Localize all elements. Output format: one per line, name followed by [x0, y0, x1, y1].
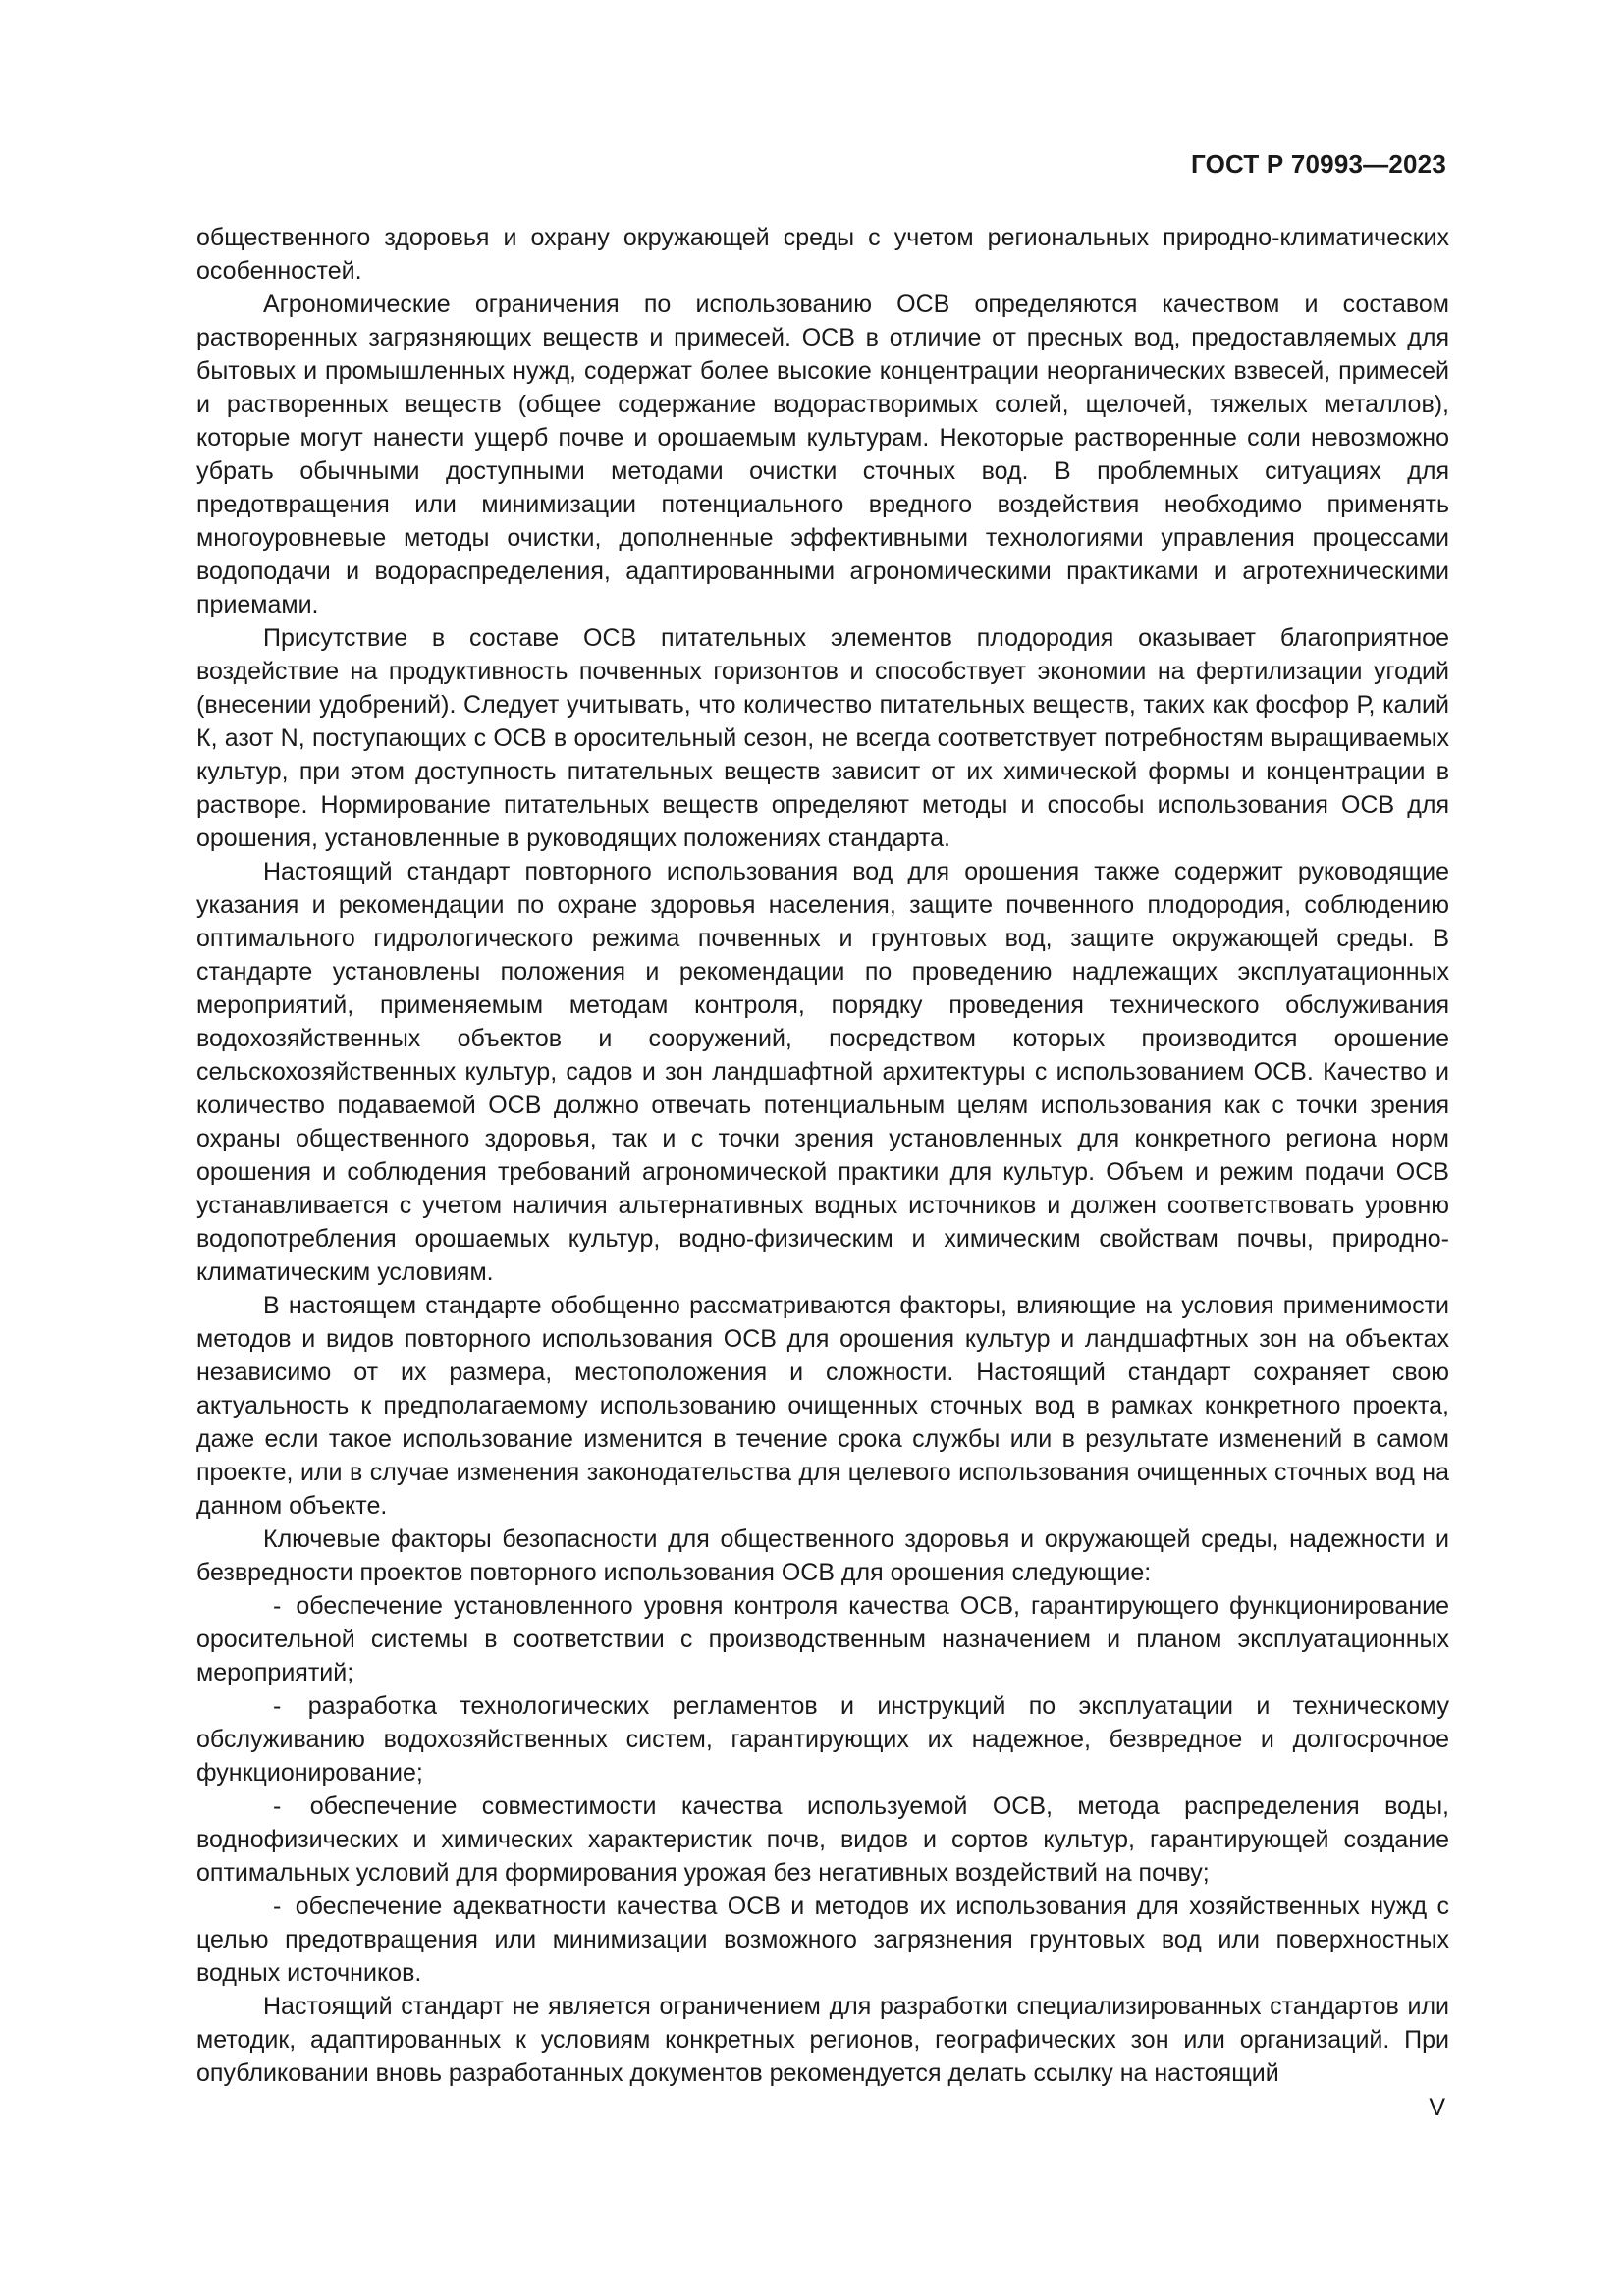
list-dash: -: [273, 1592, 282, 1620]
list-item: [196, 1589, 1449, 1689]
list-item: [196, 1789, 1449, 1890]
key-factors-list: [196, 1589, 1449, 1990]
page-number: V: [1429, 2094, 1445, 2121]
document-id: ГОСТ Р 70993—2023: [1191, 149, 1446, 179]
list-item-text: разработка технологических регламентов и инструкций по эксплуатации и техническому обслуживанию водохозяйственных систем, гарантирующих их надежное, безвредное и долгосрочное функционирование;: [196, 1692, 1449, 1787]
list-dash: -: [273, 1692, 282, 1720]
list-item: [196, 1890, 1449, 1990]
paragraph-standard-guidance: Настоящий стандарт повторного использования вод для орошения также содержит руководящие указания и рекомендации по охране здоровья населения, защите почвенного плодородия, соблюдению оптимального гидрологического режима почвенных и грунтовых вод, защите окружающей среды. В стандарте установлены положения и рекомендации по проведению надлежащих эксплуатационных мероприятий, применяемым методам контроля, порядку проведения технического обслуживания водохозяйственных объектов и сооружений, посредством которых производится орошение сельскохозяйственных культур, садов и зон ландшафтной архитектуры с использованием ОСВ. Качество и количество подаваемой ОСВ должно отвечать потенциальным целям использования как с точки зрения охраны общественного здоровья, так и с точки зрения установленных для конкретного региона норм орошения и соблюдения требований агрономической практики для культур. Объем и режим подачи ОСВ устанавливается с учетом наличия альтернативных водных источников и должен соответствовать уровню водопотребления орошаемых культур, водно-физическим и химическим свойствам почвы, природно-климатическим условиям.: [196, 858, 1449, 1286]
paragraph-nutrients: Присутствие в составе ОСВ питательных элементов плодородия оказывает благоприятное воздействие на продуктивность почвенных горизонтов и способствует экономии на фертилизации угодий (внесении удобрений). Следует учитывать, что количество питательных веществ, таких как фосфор Р, калий К, азот N, поступающих с ОСВ в оросительный сезон, не всегда соответствует потребностям выращиваемых культур, при этом доступность питательных веществ зависит от их химической формы и концентрации в растворе. Нормирование питательных веществ определяют методы и способы использования ОСВ для орошения, установленные в руководящих положениях стандарта.: [196, 624, 1449, 852]
paragraph-key-factors: Ключевые факторы безопасности для общественного здоровья и окружающей среды, надежности и безвредности проектов повторного использования ОСВ для орошения следующие:: [196, 1525, 1449, 1586]
list-item-text: обеспечение адекватности качества ОСВ и методов их использования для хозяйственных нужд с целью предотвращения или минимизации возможного загрязнения грунтовых вод или поверхностных водных источников.: [196, 1893, 1449, 1987]
list-dash: -: [273, 1893, 282, 1920]
document-body: [196, 221, 1449, 2090]
paragraph-not-limitation: Настоящий стандарт не является ограничением для разработки специализированных стандартов или методик, адаптированных к условиям конкретных регионов, географических зон или организаций. При опубликовании вновь разработанных документов рекомендуется делать ссылку на настоящий: [196, 1993, 1449, 2087]
list-item: [196, 1689, 1449, 1789]
list-item-text: обеспечение установленного уровня контроля качества ОСВ, гарантирующего функционирование оросительной системы в соответствии с производственным назначением и планом эксплуатационных мероприятий;: [196, 1592, 1449, 1686]
paragraph-agronomic-limits: Агрономические ограничения по использованию ОСВ определяются качеством и составом растворенных загрязняющих веществ и примесей. ОСВ в отличие от пресных вод, предоставляемых для бытовых и промышленных нужд, содержат более высокие концентрации неорганических взвесей, примесей и растворенных веществ (общее содержание водорастворимых солей, щелочей, тяжелых металлов), которые могут нанести ущерб почве и орошаемым культурам. Некоторые растворенные соли невозможно убрать обычными доступными методами очистки сточных вод. В проблемных ситуациях для предотвращения или минимизации потенциального вредного воздействия необходимо применять многоуровневые методы очистки, дополненные эффективными технологиями управления процессами водоподачи и водораспределения, адаптированными агрономическими практиками и агротехническими приемами.: [196, 291, 1449, 618]
list-dash: -: [273, 1792, 282, 1820]
paragraph-continued: общественного здоровья и охрану окружающей среды с учетом региональных природно-климатических особенностей.: [196, 224, 1449, 285]
paragraph-factors: В настоящем стандарте обобщенно рассматриваются факторы, влияющие на условия применимости методов и видов повторного использования ОСВ для орошения культур и ландшафтных зон на объектах независимо от их размера, местоположения и сложности. Настоящий стандарт сохраняет свою актуальность к предполагаемому использованию очищенных сточных вод в рамках конкретного проекта, даже если такое использование изменится в течение срока службы или в результате изменений в самом проекте, или в случае изменения законодательства для целевого использования очищенных сточных вод на данном объекте.: [196, 1292, 1449, 1520]
list-item-text: обеспечение совместимости качества используемой ОСВ, метода распределения воды, воднофизических и химических характеристик почв, видов и сортов культур, гарантирующей создание оптимальных условий для формирования урожая без негативных воздействий на почву;: [196, 1792, 1450, 1887]
